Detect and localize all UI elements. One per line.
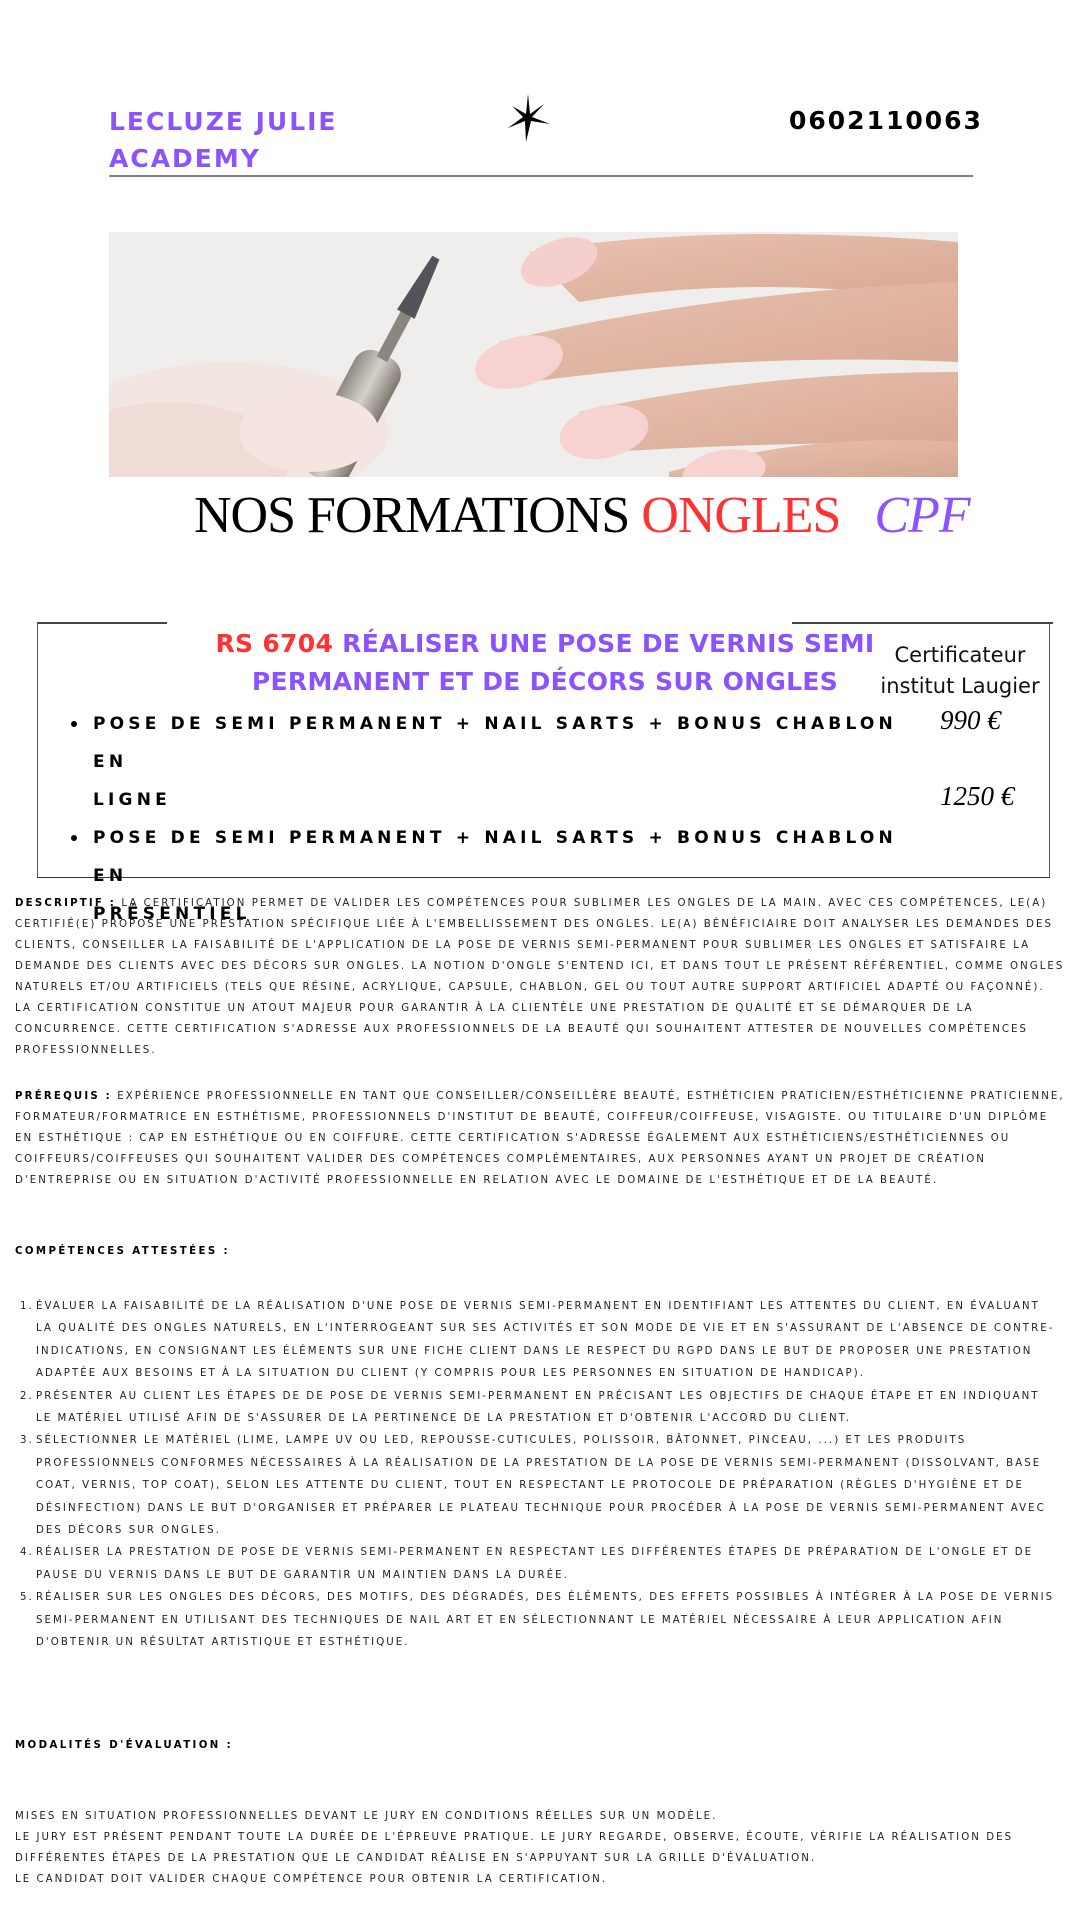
offer-item [55, 705, 935, 819]
competence-text: RÉALISER LA PRESTATION DE POSE DE VERNIS SEMI-PERMANENT EN RESPECTANT LES DIFFÉRENTES ÉTAPES DE PRÉPARATION DE L'ONGLE ET DE PAUSE DU VERNIS DANS LE BUT DE GARANTIR UN MAINTIEN DANS LA DURÉE. [36, 1547, 1034, 1581]
certificateur-line-2: institut Laugier [880, 674, 1040, 698]
brand-line-1: LECLUZE JULIE [109, 107, 338, 136]
eight-point-star-icon [506, 94, 550, 142]
modalites-line: MISES EN SITUATION PROFESSIONNELLES DEVANT LE JURY EN CONDITIONS RÉELLES SUR UN MODÈLE. [15, 1811, 718, 1822]
brand-name [109, 103, 338, 177]
certificateur-line-1: Certificateur [894, 643, 1026, 667]
title-part-nos-formations: NOS FORMATIONS [194, 487, 630, 544]
competence-number: 1. [20, 1301, 34, 1312]
formation-code: RS 6704 [215, 629, 334, 658]
formation-title [140, 625, 950, 701]
hero-image-nails [109, 232, 958, 477]
descriptif-section [15, 893, 1065, 1061]
descriptif-text: LA CERTIFICATION PERMET DE VALIDER LES COMPÉTENCES POUR SUBLIMER LES ONGLES DE LA MAIN. AVEC CES COMPÉTENCES, LE(A) CERTIFIÉ(E) PROPOSE UNE PRESTATION SPÉCIFIQUE LIÉE À L'EMBELLISSEMENT DES ONGLES. LE(A) BÉNÉFICIAIRE DOIT ANALYSER LES DEMANDES DES CLIENTS, CONSEILLER LA FAISABILITÉ DE L'APPLICATION DE LA POSE DE VERNIS SEMI-PERMANENT POUR SUBLIMER LES ONGLES ET SATISFAIRE LA DEMANDE DES CLIENTS AVEC DES DÉCORS SUR ONGLES. LA NOTION D'ONGLE S'ENTEND ICI, ET DANS TOUT LE PRÉSENT RÉFÉRENTIEL, COMME ONGLES NATURELS ET/OU ARTIFICIELS (TELS QUE RÉSINE, ACRYLIQUE, CAPSULE, CHABLON, GEL OU TOUT AUTRE SUPPORT ARTIFICIEL ADAPTÉ OU FAÇONNÉ). LA CERTIFICATION CONSTITUE UN ATOUT MAJEUR POUR GARANTIR À LA CLIENTÈLE UNE PRESTATION DE QUALITÉ ET SE DÉMARQUER DE LA CONCURRENCE. CETTE CERTIFICATION S'ADRESSE AUX PROFESSIONNELS DE LA BEAUTÉ QUI SOUHAITENT ATTESTER DE NOUVELLES COMPÉTENCES PROFESSIONNELLES. [15, 898, 1065, 1056]
page-title [194, 488, 970, 544]
competence-item [0, 1587, 1060, 1654]
descriptif-label: DESCRIPTIF : [15, 898, 117, 909]
competence-text: ÉVALUER LA FAISABILITÉ DE LA RÉALISATION D'UNE POSE DE VERNIS SEMI-PERMANENT EN IDENTIFIANT LES ATTENTES DU CLIENT, EN ÉVALUANT LA QUALITÉ DES ONGLES NATURELS, EN L'INTERROGEANT SUR SES ACTIVITÉS ET SON MODE DE VIE ET EN S'ASSURANT DE L'ABSENCE DE CONTRE-INDICATIONS, EN CONSIGNANT LES ÉLÉMENTS SUR UNE FICHE CLIENT DANS LE RESPECT DU RGPD DANS LE BUT DE PROPOSER UNE PRESTATION ADAPTÉE AUX BESOINS ET À LA SITUATION DU CLIENT (Y COMPRIS POUR LES PERSONNES EN SITUATION DE HANDICAP). [36, 1301, 1055, 1380]
prerequis-text: EXPÉRIENCE PROFESSIONNELLE EN TANT QUE CONSEILLER/CONSEILLÈRE BEAUTÉ, ESTHÉTICIEN PRATICIEN/ESTHÉTICIENNE PRATICIENNE, FORMATEUR/FORMATRICE EN ESTHÉTISME, PROFESSIONNELS D'INSTITUT DE BEAUTÉ, COIFFEUR/COIFFEUSE, VISAGISTE. OU TITULAIRE D'UN DIPLÔME EN ESTHÉTIQUE : CAP EN ESTHÉTIQUE OU EN COIFFURE. CETTE CERTIFICATION S'ADRESSE ÉGALEMENT AUX ESTHÉTICIENS/ESTHÉTICIENNES OU COIFFEURS/COIFFEUSES QUI SOUHAITENT VALIDER DES COMPÉTENCES COMPLÉMENTAIRES, AUX PERSONNES AYANT UN PROJET DE CRÉATION D'ENTREPRISE OU EN SITUATION D'ACTIVITÉ PROFESSIONNELLE EN RELATION AVEC LE DOMAINE DE L'ESTHÉTIQUE ET DE LA BEAUTÉ. [15, 1091, 1065, 1186]
modalites-line: LE JURY EST PRÉSENT PENDANT TOUTE LA DURÉE DE L'ÉPREUVE PRATIQUE. LE JURY REGARDE, OBSERVE, ÉCOUTE, VÉRIFIE LA RÉALISATION DES DIFFÉRENTES ÉTAPES DE LA PRESTATION QUE LE CANDIDAT RÉALISE EN S'APPUYANT SUR LA GRILLE D'ÉVALUATION. [15, 1832, 1014, 1864]
modalites-line: LE CANDIDAT DOIT VALIDER CHAQUE COMPÉTENCE POUR OBTENIR LA CERTIFICATION. [15, 1874, 608, 1885]
price-presentiel: 1250 € [940, 781, 1015, 811]
competences-list [0, 1296, 1060, 1655]
competence-number: 3. [20, 1435, 34, 1447]
offer-line-2: PRÉSENTIEL [93, 904, 251, 924]
header-divider [109, 175, 973, 177]
competence-text: PRÉSENTER AU CLIENT LES ÉTAPES DE DE POSE DE VERNIS SEMI-PERMANENT EN PRÉCISANT LES OBJECTIFS DE CHAQUE ÉTAPE ET EN INDIQUANT LE MATÉRIEL UTILISÉ AFIN DE S'ASSURER DE LA PERTINENCE DE LA PRESTATION ET D'OBTENIR L'ACCORD DU CLIENT. [36, 1390, 1040, 1425]
modalites-section [15, 1806, 1065, 1890]
competence-text: SÉLECTIONNER LE MATÉRIEL (LIME, LAMPE UV OU LED, REPOUSSE-CUTICULES, POLISSOIR, BÂTONNET, PINCEAU, ...) ET LES PRODUITS PROFESSIONNELS CONFORMES NÉCESSAIRES À LA RÉALISATION DE LA PRESTATION DE LA POSE DE VERNIS SEMI-PERMANENT (DISSOLVANT, BASE COAT, VERNIS, TOP COAT), SELON LES ATTENTE DU CLIENT, TOUT EN RESPECTANT LE PROTOCOLE DE PRÉPARATION (RÈGLES D'HYGIÈNE ET DE DÉSINFECTION) DANS LE BUT D'ORGANISER ET PRÉPARER LE PLATEAU TECHNIQUE POUR PROCÉDER À LA POSE DE VERNIS SEMI-PERMANENT AVEC DES DÉCORS SUR ONGLES. [36, 1435, 1046, 1537]
formation-name-line-1: RÉALISER UNE POSE DE VERNIS SEMI [342, 629, 875, 658]
modalites-heading: MODALITÉS D'ÉVALUATION : [15, 1740, 234, 1751]
competence-number: 5. [20, 1592, 34, 1604]
title-part-ongles: ONGLES [641, 487, 841, 544]
competence-item [0, 1542, 1060, 1587]
competence-item [0, 1386, 1060, 1431]
certificateur-label [875, 640, 1045, 702]
phone-number: 0602110063 [789, 106, 983, 135]
competence-number: 2. [20, 1390, 34, 1402]
title-part-cpf: CPF [874, 487, 970, 544]
offer-line-1: POSE DE SEMI PERMANENT + NAIL SARTS + BONUS CHABLON EN [93, 714, 897, 772]
competence-item [0, 1296, 1060, 1386]
competence-item [0, 1430, 1060, 1542]
card-top-border-right [792, 622, 1053, 624]
brand-line-2: ACADEMY [109, 144, 261, 173]
price-en-ligne: 990 € [940, 705, 1001, 735]
offer-line-1: POSE DE SEMI PERMANENT + NAIL SARTS + BONUS CHABLON EN [93, 828, 897, 886]
prerequis-section [15, 1086, 1065, 1191]
competence-number: 4. [20, 1547, 34, 1559]
card-top-border-left [37, 622, 167, 624]
offer-line-2: LIGNE [93, 790, 171, 810]
competences-heading: COMPÉTENCES ATTESTÉES : [15, 1246, 231, 1257]
prerequis-label: PRÉREQUIS : [15, 1091, 112, 1102]
competence-text: RÉALISER SUR LES ONGLES DES DÉCORS, DES MOTIFS, DES DÉGRADÉS, DES ÉLÉMENTS, DES EFFETS POSSIBLES À INTÉGRER À LA POSE DE VERNIS SEMI-PERMANENT EN UTILISANT DES TECHNIQUES DE NAIL ART ET EN SÉLECTIONNANT LE MATÉRIEL NÉCESSAIRE À LEUR APPLICATION AFIN D'OBTENIR UN RÉSULTAT ARTISTIQUE ET ESTHÉTIQUE. [36, 1592, 1055, 1649]
formation-name-line-2: PERMANENT ET DE DÉCORS SUR ONGLES [251, 667, 839, 696]
